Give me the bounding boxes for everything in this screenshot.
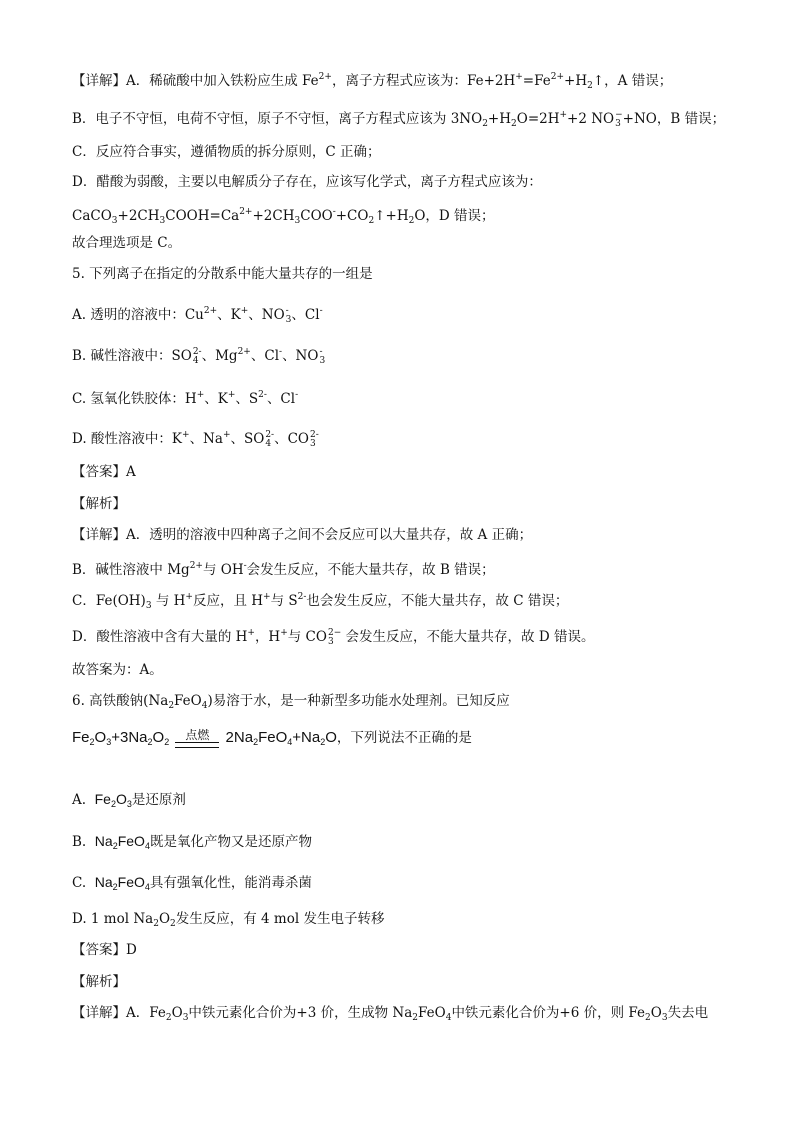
q6-option-a: A. $Fe_2O_3$是还原剂 [72, 791, 186, 809]
q5-option-b: B. 碱性溶液中：SO 2- 4 、$Mg^{2+}$、Cl-、NO - 3 [72, 346, 326, 366]
q5-detail-b: B．碱性溶液中 $Mg^{2+}$与 OH-会发生反应，不能大量共存，故 B 错误； [72, 561, 495, 578]
q6-option-c: C. $Na_2FeO_4$具有强氧化性，能消毒杀菌 [72, 874, 312, 892]
q5-option-a: A. 透明的溶液中：$Cu^{2+}$、K+、NO - 3 、Cl- [72, 305, 323, 325]
q4-detail-d: D．醋酸为弱酸，主要以电解质分子存在，应该写化学式，离子方程式应该为： [72, 174, 542, 190]
q4-detail-b: B．电子不守恒，电荷不守恒，原子不守恒，离子方程式应该为 $3NO_2+H_2O=2H^++2$ NO − 3 +NO，B 错误； [72, 109, 726, 129]
q5-analysis-heading: 【解析】 [72, 496, 126, 512]
q6-option-d: D. 1 mol $Na_2O_2$发生反应，有 4 mol 发生电子转移 [72, 911, 385, 929]
reaction-arrow: 点燃 [175, 728, 219, 748]
q5-detail-c: C．$Fe(OH)_3$ 与 H+反应，且 H+与 $S^{2-}$也会发生反应，不能大量共存，故 C 错误； [72, 592, 569, 611]
q5-conclusion: 故答案为：A。 [72, 662, 163, 678]
q5-detail-a: 【详解】A．透明的溶液中四种离子之间不会反应可以大量共存，故 A 正确； [72, 527, 533, 543]
q6-analysis-heading: 【解析】 [72, 974, 126, 990]
q4-detail-c: C．反应符合事实，遵循物质的拆分原则，C 正确； [72, 144, 381, 160]
q5-detail-d: D．酸性溶液中含有大量的 H+，H+与 CO 2− 3 会发生反应，不能大量共存，故 D 错误。 [72, 627, 595, 647]
q5-stem: 5. 下列离子在指定的分散系中能大量共存的一组是 [72, 266, 373, 282]
q5-option-c: C. 氢氧化铁胶体：H+、K+、$S^{2-}$、Cl- [72, 390, 299, 407]
q6-detail-a: 【详解】A．$Fe_2O_3$中铁元素化合价为+3 价，生成物 $Na_2FeO_4$中铁元素化合价为+6 价，则 $Fe_2O_3$失去电 [72, 1005, 709, 1023]
q5-answer: 【答案】A [72, 464, 136, 480]
q4-detail-d-equation: $CaCO_3+2CH_3COOH=Ca^{2+}+2CH_3COO^-+CO_2↑+H_2O$，D 错误； [72, 207, 495, 226]
q6-reaction-equation: $Fe_2O_3+3Na_2O_2$ 点燃 $2Na_2FeO_4+Na_2O$，下列说法不正确的是 [72, 728, 472, 747]
q6-answer: 【答案】D [72, 942, 137, 958]
q5-option-d: D. 酸性溶液中：K+、Na+、SO 2- 4 、CO 2- 3 [72, 429, 319, 449]
q4-conclusion: 故合理选项是 C。 [72, 235, 182, 251]
q4-detail-a: 【详解】A．稀硫酸中加入铁粉应生成 $Fe^{2+}$，离子方程式应该为：$Fe+2H^+=Fe^{2+}+H_2↑$，A 错误； [72, 72, 673, 91]
q6-stem: 6. 高铁酸钠$(Na_2FeO_4)$易溶于水，是一种新型多功能水处理剂。已知反应 [72, 693, 510, 711]
q6-option-b: B. $Na_2FeO_4$既是氧化产物又是还原产物 [72, 833, 312, 851]
